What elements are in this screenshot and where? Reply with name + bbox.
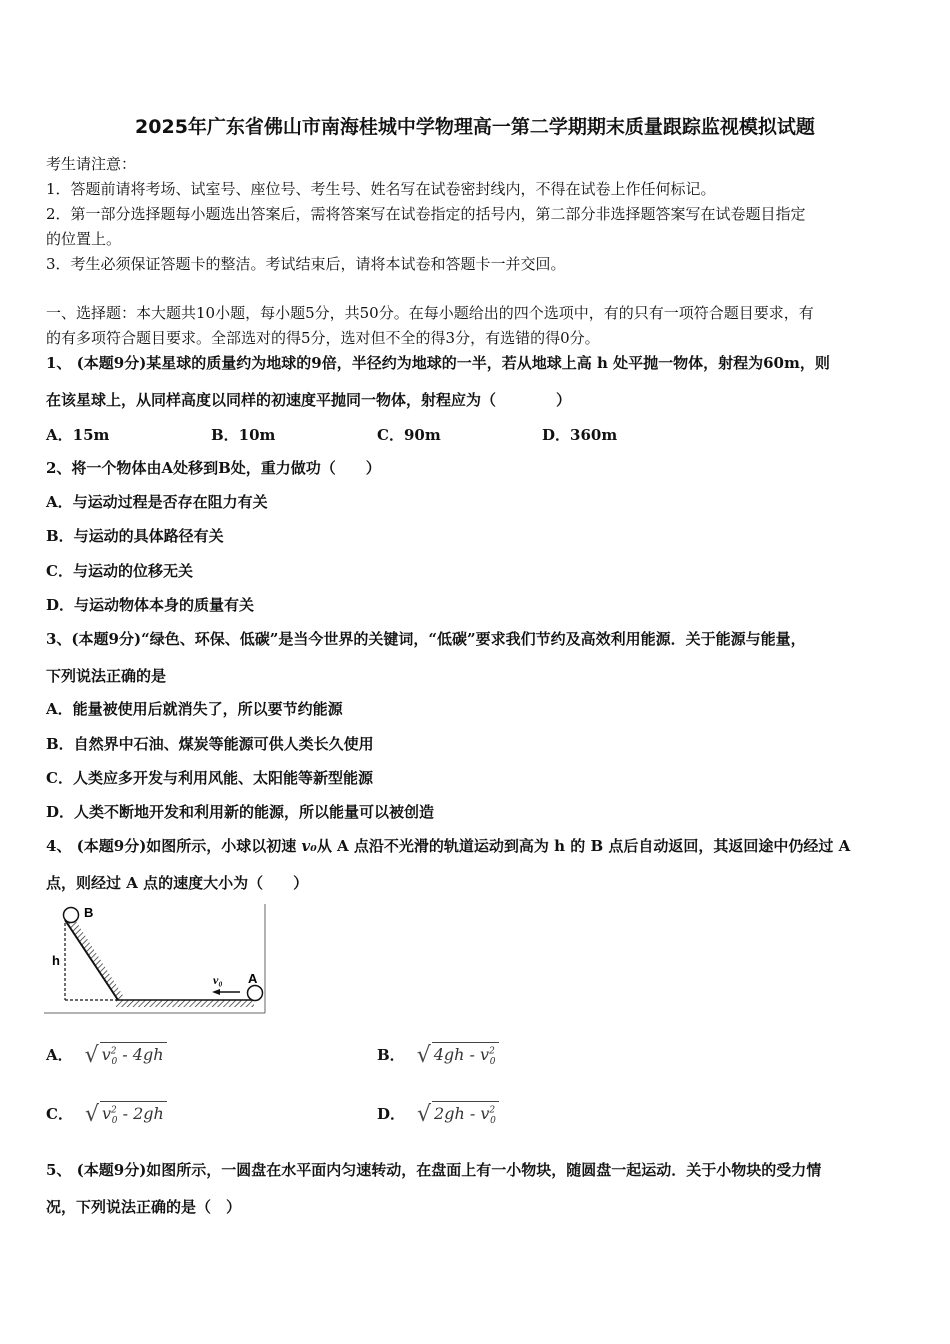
notice-heading: 考生请注意： xyxy=(46,155,137,173)
label-a: A xyxy=(248,971,258,986)
q4-stem-part-a: 4、 (本题9分)如图所示，小球以初速 xyxy=(46,837,302,855)
q3-stem-line2: 下列说法正确的是 xyxy=(46,667,167,685)
q4-stem-line2: 点，则经过 A 点的速度大小为（ ） xyxy=(46,874,309,892)
q2-option-d: D．与运动物体本身的质量有关 xyxy=(46,596,255,614)
q2-option-c: C．与运动的位移无关 xyxy=(46,562,193,580)
q1-option-c: C．90m xyxy=(377,426,441,444)
notice-item-1: 1．答题前请将考场、试室号、座位号、考生号、姓名写在试卷密封线内，不得在试卷上作任何标记。 xyxy=(46,180,716,198)
q2-stem: 2、将一个物体由A处移到B处，重力做功（ ） xyxy=(46,459,381,477)
q3-option-c: C．人类应多开发与利用风能、太阳能等新型能源 xyxy=(46,769,373,787)
q4-option-b-expr: √ $4gh - v^2_0$ xyxy=(417,1043,499,1068)
q2-option-a: A．与运动过程是否存在阻力有关 xyxy=(46,493,268,511)
q4-option-a-expr: √ $v^2_0 - 4gh$ xyxy=(85,1043,167,1068)
velocity-arrowhead xyxy=(212,989,220,995)
q4-option-b xyxy=(377,1043,499,1068)
section-intro-line2: 的有多项符合题目要求。全部选对的得5分，选对但不全的得3分，有选错的得0分。 xyxy=(46,329,600,347)
incline-line xyxy=(65,920,118,1000)
q1-option-b: B．10m xyxy=(211,426,276,444)
label-v0: v₀ xyxy=(213,973,223,987)
q4-option-c-label: C． xyxy=(46,1105,73,1123)
q4-option-a-label: A． xyxy=(46,1046,73,1064)
q4-option-a xyxy=(46,1043,167,1068)
ball-b xyxy=(64,908,79,923)
ball-a xyxy=(248,986,263,1001)
q3-option-a: A．能量被使用后就消失了，所以要节约能源 xyxy=(46,700,343,718)
q2-option-b: B．与运动的具体路径有关 xyxy=(46,527,224,545)
q4-option-c-expr: √ $v^2_0 - 2gh$ xyxy=(85,1102,167,1127)
notice-item-2-cont: 的位置上。 xyxy=(46,230,122,248)
sqrt-icon: √ xyxy=(416,1043,431,1068)
sqrt-icon: √ xyxy=(84,1043,99,1068)
q4-option-d-label: D． xyxy=(377,1105,406,1123)
sqrt-icon: √ xyxy=(84,1102,99,1127)
q3-option-d: D．人类不断地开发和利用新的能源，所以能量可以被创造 xyxy=(46,803,435,821)
q5-stem-line2: 况，下列说法正确的是（ ） xyxy=(46,1198,242,1216)
section-intro-line1: 一、选择题：本大题共10小题，每小题5分，共50分。在每小题给出的四个选项中，有的只有一项符合题目要求，有 xyxy=(46,304,814,322)
q4-stem-v0: v₀ xyxy=(301,837,317,855)
notice-item-2: 2．第一部分选择题每小题选出答案后，需将答案写在试卷指定的括号内，第二部分非选择题答案写在试卷题目指定 xyxy=(46,205,806,223)
q4-option-d-expr: √ $2gh - v^2_0$ xyxy=(417,1102,499,1127)
q3-option-b: B．自然界中石油、煤炭等能源可供人类长久使用 xyxy=(46,735,374,753)
q5-stem-line1: 5、 (本题9分)如图所示，一圆盘在水平面内匀速转动，在盘面上有一小物块，随圆盘一起运动．关于小物块的受力情 xyxy=(46,1161,822,1179)
q4-stem-part-b: 从 A 点沿不光滑的轨道运动到高为 h 的 B 点后自动返回，其返回途中仍经过 A xyxy=(316,837,851,855)
notice-item-3: 3．考生必须保证答题卡的整洁。考试结束后，请将本试卷和答题卡一并交回。 xyxy=(46,255,566,273)
incline-hatch xyxy=(66,918,124,1000)
sqrt-icon: √ xyxy=(417,1102,432,1127)
q4-option-d xyxy=(377,1102,499,1127)
q1-stem-line2: 在该星球上，从同样高度以同样的初速度平抛同一物体，射程应为（ ） xyxy=(46,391,572,409)
q1-stem-line1: 1、 (本题9分)某星球的质量约为地球的9倍，半径约为地球的一半，若从地球上高 h 处平抛一物体，射程为60m，则 xyxy=(46,354,830,372)
q1-option-d: D．360m xyxy=(542,426,618,444)
q3-stem-line1: 3、(本题9分)“绿色、环保、低碳”是当今世界的关键词，“低碳”要求我们节约及高效利用能源．关于能源与能量， xyxy=(46,630,806,648)
label-h: h xyxy=(52,953,60,968)
q4-option-c xyxy=(46,1102,167,1127)
page-title: 2025年广东省佛山市南海桂城中学物理高一第二学期期末质量跟踪监视模拟试题 xyxy=(135,116,815,138)
ground-hatch xyxy=(116,1000,254,1007)
q1-option-a: A．15m xyxy=(46,426,110,444)
label-b: B xyxy=(84,905,94,920)
q4-stem-line1 xyxy=(46,835,908,856)
q4-option-b-label: B． xyxy=(377,1046,405,1064)
q4-figure xyxy=(44,903,266,1015)
